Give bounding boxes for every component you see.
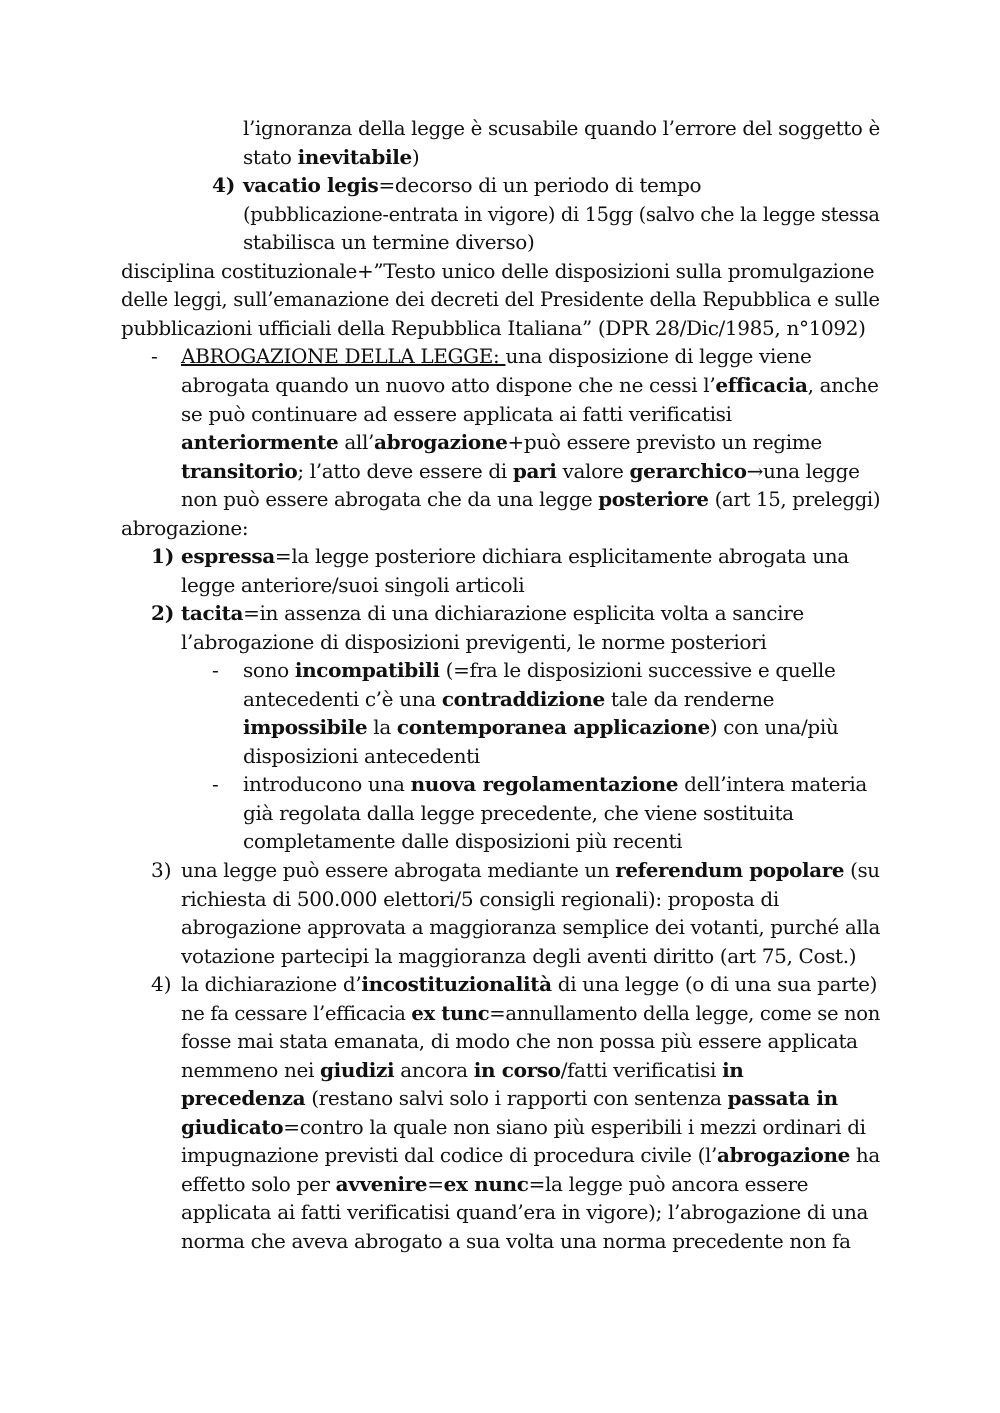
- bold-term: abrogazione: [374, 430, 508, 454]
- text-segment: tale da renderne: [604, 687, 775, 711]
- text-segment: ha: [849, 1143, 880, 1167]
- text-segment: la dichiarazione d’: [181, 972, 362, 996]
- text-line: [243, 200, 880, 229]
- bold-term: referendum popolare: [615, 858, 845, 882]
- text-line: [181, 1227, 851, 1256]
- text-segment: non può essere abrogata che da una legge: [181, 487, 599, 511]
- text-segment: disciplina costituzionale+”Testo unico delle disposizioni sulla promulgazione: [121, 259, 875, 283]
- text-line: [181, 1113, 866, 1142]
- text-segment: (restano salvi solo i rapporti con sentenza: [305, 1086, 728, 1110]
- text-line: [181, 1141, 880, 1170]
- text-segment: (art 15, preleggi): [708, 487, 881, 511]
- list-number: 1): [151, 544, 175, 568]
- text-segment: (=fra le disposizioni successive e quelle: [439, 658, 836, 682]
- list-bullet: -: [212, 772, 219, 796]
- text-line: [243, 742, 480, 771]
- text-line: [243, 827, 682, 856]
- text-segment: , anche: [807, 373, 879, 397]
- text-segment: abrogazione approvata a maggioranza semplice dei votanti, purché alla: [181, 915, 880, 939]
- bold-term: transitorio: [181, 459, 298, 483]
- text-line: [181, 1198, 868, 1227]
- text-line: [181, 970, 877, 999]
- text-segment: ): [411, 145, 420, 169]
- text-segment: introducono una: [243, 772, 411, 796]
- text-segment: =in assenza di una dichiarazione esplicita volta a sancire: [243, 601, 804, 625]
- text-segment: =annullamento della legge, come se non: [489, 1001, 880, 1025]
- text-segment: valore: [556, 459, 630, 483]
- text-segment: legge anteriore/suoi singoli articoli: [181, 573, 525, 597]
- text-segment: una disposizione di legge viene: [505, 344, 812, 368]
- bold-term: efficacia: [715, 373, 808, 397]
- text-segment: una legge può essere abrogata mediante un: [181, 858, 616, 882]
- text-line: [181, 485, 880, 514]
- bold-term: giudicato: [181, 1115, 284, 1139]
- bold-term: avvenire: [335, 1172, 428, 1196]
- text-line: [181, 1084, 838, 1113]
- bold-term: incostituzionalità: [361, 972, 552, 996]
- text-line: [181, 599, 804, 628]
- text-segment: norma che aveva abrogato a sua volta una norma precedente non fa: [181, 1229, 851, 1253]
- text-line: [181, 428, 822, 457]
- text-line: [181, 342, 812, 371]
- text-segment: l’ignoranza della legge è scusabile quando l’errore del soggetto è: [243, 116, 880, 140]
- text-line: [243, 713, 838, 742]
- bold-term: contraddizione: [441, 687, 605, 711]
- text-line: [121, 314, 866, 343]
- text-segment: delle leggi, sull’emanazione dei decreti del Presidente della Repubblica e sulle: [121, 287, 880, 311]
- text-line: [243, 656, 835, 685]
- text-line: [181, 942, 856, 971]
- bold-term: espressa: [181, 544, 275, 568]
- text-segment: applicata ai fatti verificatisi quand’era in vigore); l’abrogazione di una: [181, 1200, 869, 1224]
- bold-term: contemporanea applicazione: [396, 715, 710, 739]
- text-segment: antecedenti c’è una: [243, 687, 442, 711]
- text-line: [181, 1056, 744, 1085]
- list-number: 4): [212, 173, 236, 197]
- text-line: [243, 770, 867, 799]
- bold-term: giudizi: [320, 1058, 395, 1082]
- text-line: [181, 457, 860, 486]
- bold-term: inevitabile: [297, 145, 412, 169]
- bold-term: impossibile: [243, 715, 368, 739]
- text-segment: pubblicazioni ufficiali della Repubblica Italiana” (DPR 28/Dic/1985, n°1092): [121, 316, 866, 340]
- text-line: [243, 685, 774, 714]
- text-line: [181, 1170, 808, 1199]
- text-line: [121, 257, 874, 286]
- text-segment: effetto solo per: [181, 1172, 336, 1196]
- text-segment: abrogazione:: [121, 516, 249, 540]
- text-segment: (su: [844, 858, 880, 882]
- text-segment: impugnazione previsti dal codice di procedura civile (l’: [181, 1143, 718, 1167]
- text-line: [181, 856, 880, 885]
- text-segment: completamente dalle disposizioni più recenti: [243, 829, 683, 853]
- text-line: [181, 628, 766, 657]
- list-number: 4): [151, 972, 172, 996]
- text-line: [181, 913, 880, 942]
- text-segment: =contro la quale non siano più esperibili i mezzi ordinari di: [283, 1115, 866, 1139]
- text-segment: (pubblicazione-entrata in vigore) di 15gg (salvo che la legge stessa: [243, 202, 880, 226]
- bold-term: precedenza: [181, 1086, 306, 1110]
- text-segment: già regolata dalla legge precedente, che viene sostituita: [243, 801, 794, 825]
- text-segment: ) con una/più: [709, 715, 839, 739]
- text-line: [243, 171, 701, 200]
- bold-term: abrogazione: [717, 1143, 850, 1167]
- text-line: [243, 799, 794, 828]
- text-line: [181, 999, 880, 1028]
- text-segment: all’: [338, 430, 375, 454]
- text-line: [121, 285, 880, 314]
- section-heading: ABROGAZIONE DELLA LEGGE:: [181, 344, 506, 368]
- list-number: 3): [151, 858, 172, 882]
- list-bullet: -: [151, 344, 158, 368]
- text-line: [181, 571, 524, 600]
- text-segment: stabilisca un termine diverso): [243, 230, 535, 254]
- text-line: [243, 114, 880, 143]
- text-line: [243, 228, 534, 257]
- text-segment: se può continuare ad essere applicata ai fatti verificatisi: [181, 402, 732, 426]
- bold-term: vacatio legis: [243, 173, 379, 197]
- text-segment: +può essere previsto un regime: [507, 430, 822, 454]
- text-segment: =la legge posteriore dichiara esplicitamente abrogata una: [274, 544, 849, 568]
- bold-term: pari: [512, 459, 557, 483]
- text-segment: richiesta di 500.000 elettori/5 consigli regionali): proposta di: [181, 887, 779, 911]
- bold-term: nuova regolamentazione: [410, 772, 679, 796]
- text-segment: la: [367, 715, 397, 739]
- bold-term: posteriore: [598, 487, 709, 511]
- bold-term: anteriormente: [181, 430, 339, 454]
- bold-term: tacita: [181, 601, 244, 625]
- text-line: [243, 143, 419, 172]
- bold-term: passata in: [727, 1086, 838, 1110]
- text-segment: ancora: [394, 1058, 474, 1082]
- text-segment: nemmeno nei: [181, 1058, 321, 1082]
- text-segment: →una legge: [746, 459, 860, 483]
- bold-term: in: [722, 1058, 744, 1082]
- bold-term: ex tunc: [411, 1001, 490, 1025]
- text-segment: disposizioni antecedenti: [243, 744, 480, 768]
- text-line: [181, 1027, 858, 1056]
- bold-term: in corso: [473, 1058, 561, 1082]
- text-segment: /fatti verificatisi: [560, 1058, 723, 1082]
- list-bullet: -: [212, 658, 219, 682]
- text-segment: =decorso di un periodo di tempo: [378, 173, 702, 197]
- bold-term: gerarchico: [629, 459, 747, 483]
- text-segment: sono: [243, 658, 295, 682]
- text-segment: fosse mai stata emanata, di modo che non possa più essere applicata: [181, 1029, 858, 1053]
- text-line: [181, 400, 732, 429]
- text-line: [181, 542, 849, 571]
- text-segment: ; l’atto deve essere di: [297, 459, 513, 483]
- text-segment: =la legge può ancora essere: [528, 1172, 809, 1196]
- text-segment: dell’intera materia: [678, 772, 867, 796]
- bold-term: incompatibili: [294, 658, 440, 682]
- text-segment: ne fa cessare l’efficacia: [181, 1001, 412, 1025]
- text-segment: abrogata quando un nuovo atto dispone che ne cessi l’: [181, 373, 716, 397]
- text-segment: di una legge (o di una sua parte): [551, 972, 878, 996]
- text-segment: stato: [243, 145, 298, 169]
- bold-term: ex nunc: [443, 1172, 529, 1196]
- list-number: 2): [151, 601, 175, 625]
- text-line: [121, 514, 248, 543]
- text-segment: l’abrogazione di disposizioni previgenti, le norme posteriori: [181, 630, 767, 654]
- text-line: [181, 885, 779, 914]
- text-line: [181, 371, 879, 400]
- text-segment: =: [427, 1172, 444, 1196]
- text-segment: votazione partecipi la maggioranza degli aventi diritto (art 75, Cost.): [181, 944, 857, 968]
